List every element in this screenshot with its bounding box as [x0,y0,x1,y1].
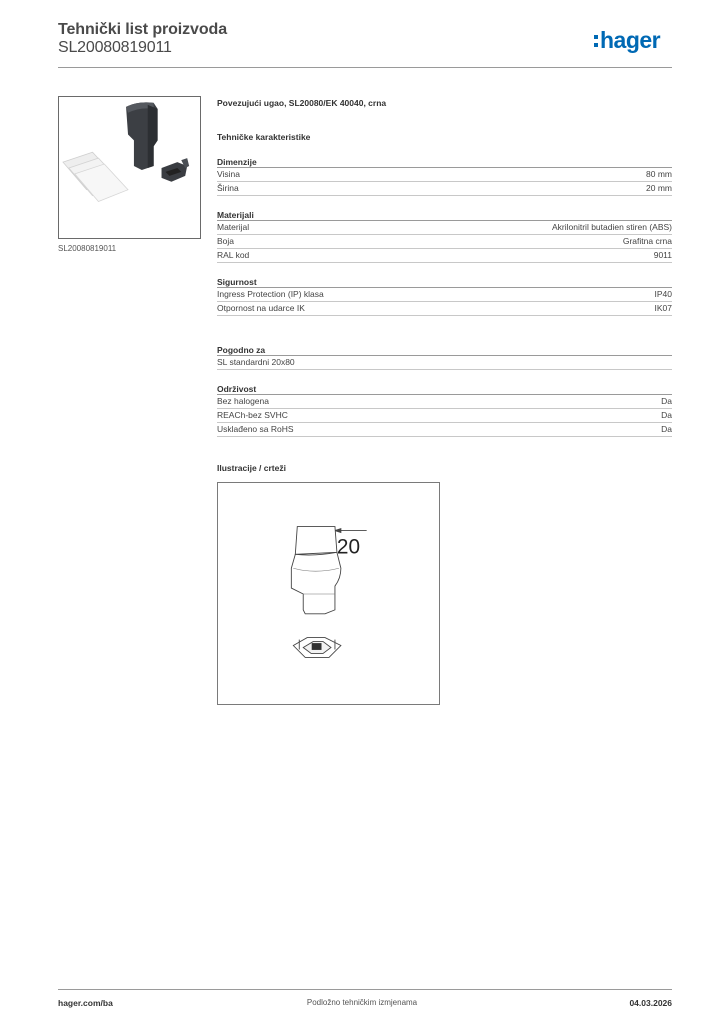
footer-divider [58,989,672,990]
product-image [58,96,201,239]
spec-label: Usklađeno sa RoHS [217,424,294,434]
spec-row [217,356,672,370]
footer-date: 04.03.2026 [629,998,672,1008]
spec-value: Da [661,396,672,406]
footer-note: Podložno tehničkim izmjenama [306,998,418,1007]
product-photo-icon [59,97,200,238]
product-code: SL20080819011 [58,39,172,56]
spec-value: Da [661,424,672,434]
dimension-label: 20 [336,535,361,559]
section-title: Dimenzije [217,156,672,168]
spec-value: IP40 [654,289,672,299]
product-image-caption: SL20080819011 [58,244,117,253]
product-description: Povezujući ugao, SL20080/EK 40040, crna [217,98,387,108]
document-title: Tehnički list proizvoda [58,21,227,38]
spec-row [217,395,672,409]
spec-row [217,409,672,423]
spec-row [217,302,672,316]
section-dimenzije [217,156,672,196]
footer-website[interactable]: hager.com/ba [58,998,113,1008]
spec-value: 80 mm [646,169,672,179]
header-divider [58,67,672,68]
spec-label: SL standardni 20x80 [217,357,295,367]
tech-heading: Tehničke karakteristike [217,132,311,142]
spec-row [217,168,672,182]
hager-logo [594,29,660,52]
illustration-title: Ilustracije / crteži [217,463,286,473]
technical-drawing [217,482,440,705]
spec-row [217,235,672,249]
spec-label: Boja [217,236,235,246]
section-sigurnost [217,276,672,316]
spec-value: Da [661,410,672,420]
spec-label: RAL kod [217,250,250,260]
spec-label: REACh-bez SVHC [217,410,288,420]
section-title: Materijali [217,209,672,221]
spec-label: Materijal [217,222,250,232]
spec-row [217,249,672,263]
spec-label: Bez halogena [217,396,269,406]
spec-label: Ingress Protection (IP) klasa [217,289,324,299]
spec-value: 20 mm [646,183,672,193]
logo-text: hager [600,27,661,53]
spec-row [217,288,672,302]
section-title: Pogodno za [217,344,672,356]
section-odrzivost [217,383,672,437]
spec-label: Širina [217,183,239,193]
logo-dots-icon [594,29,598,47]
section-materijali [217,209,672,263]
section-title: Održivost [217,383,672,395]
spec-value: 9011 [653,250,672,260]
section-pogodno-za [217,344,672,370]
spec-label: Visina [217,169,240,179]
spec-row [217,221,672,235]
spec-row [217,182,672,196]
section-title: Sigurnost [217,276,672,288]
spec-label: Otpornost na udarce IK [217,303,305,313]
spec-value: Akrilonitril butadien stiren (ABS) [552,222,672,232]
spec-value: IK07 [654,303,672,313]
spec-row [217,423,672,437]
spec-value: Grafitna crna [622,236,672,246]
